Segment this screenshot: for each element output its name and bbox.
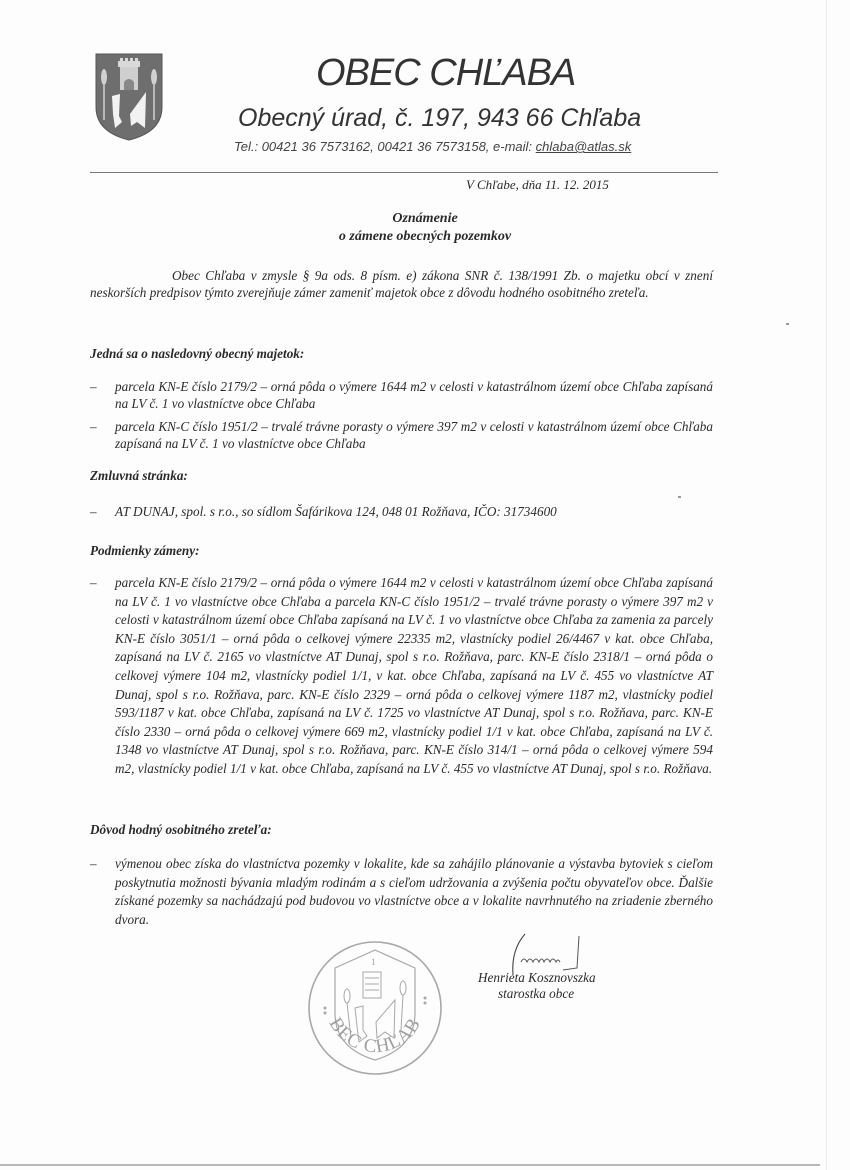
list-item-text: AT DUNAJ, spol. s r.o., so sídlom Šafárikova 124, 048 01 Rožňava, IČO: 31734600 — [115, 504, 557, 519]
coat-of-arms-icon — [94, 52, 164, 142]
list-item-text: parcela KN-C číslo 1951/2 – trvalé trávne porasty o výmere 397 m2 v celosti v katastrálnom území obce Chľaba zapísaná na LV č. 1 vo vlastníctve obce Chľaba — [115, 419, 713, 451]
section-heading-reason: Dôvod hodný osobitného zreteľa: — [90, 822, 272, 837]
svg-text:1: 1 — [371, 957, 376, 967]
bullet-dash: – — [90, 419, 97, 434]
page-edge — [826, 0, 827, 1170]
date-line: V Chľabe, dňa 11. 12. 2015 — [466, 177, 609, 192]
contact-line — [234, 139, 631, 154]
list-item — [90, 855, 713, 929]
section-heading-contract-party: Zmluvná stránka: — [90, 468, 188, 483]
list-item — [90, 574, 713, 779]
list-item — [90, 503, 713, 520]
list-item-text: parcela KN-E číslo 2179/2 – orná pôda o výmere 1644 m2 v celosti v katastrálnom území obce Chľaba zapísaná na LV č. 1 vo vlastníctve obce Chľaba a parcela KN-C číslo 1951/2 – trvalé trávne porasty o výmere 397 m2 v celosti v katastrálnom území obce Chľaba zapísaná na LV č. 1 vo vlastníctve obce Chľaba za zamenia za parcely KN-E číslo 3051/1 – orná pôda o celkovej výmere 22335 m2, vlastnícky podiel 26/4467 v kat. obce Chľaba, zapísaná na LV č. 2165 vo vlastníctve AT Dunaj, spol s r.o. Rožňava, parc. KN-E číslo 2318/1 – orná pôda o celkovej výmere 104 m2, vlastnícky podiel 1/1, v kat. obce Chľaba, zapísaná na LV č. 455 vo vlastníctve AT Dunaj, spol s r.o. Rožňava, parc. KN-E číslo 2329 – orná pôda o celkovej výmere 1187 m2, vlastnícky podiel 593/1187 v kat. obce Chľaba, zapísaná na LV č. 1725 vo vlastníctve AT Dunaj, spol s r.o. Rožňava, parc. KN-E číslo 2330 – orná pôda o celkovej výmere 669 m2, vlastnícky podiel 1/1 v kat. obce Chľaba, zapísaná na LV č. 1348 vo vlastníctve AT Dunaj, spol s r.o. Rožňava, parc. KN-E číslo 314/1 – orná pôda o celkovej výmere 594 m2, vlastnícky podiel 1/1 v kat. obce Chľaba, zapísaná na LV č. 455 vo vlastníctve AT Dunaj, spol s r.o. Rožňava. — [115, 575, 713, 776]
document-subtitle: o zámene obecných pozemkov — [338, 229, 512, 244]
list-item — [90, 418, 713, 452]
section-heading-exchange-conditions: Podmienky zámeny: — [90, 543, 200, 558]
header-divider — [90, 172, 718, 173]
scan-speck — [786, 323, 789, 325]
bullet-dash: – — [90, 856, 97, 871]
list-item-text: parcela KN-E číslo 2179/2 – orná pôda o výmere 1644 m2 v celosti v katastrálnom území obce Chľaba zapísaná na LV č. 1 vo vlastníctve obce Chľaba — [115, 379, 713, 411]
intro-paragraph: Obec Chľaba v zmysle § 9a ods. 8 písm. e) zákona SNR č. 138/1991 Zb. o majetku obcí v znení neskorších predpisov týmto zverejňuje zámer zameniť majetok obce z dôvodu hodného osobitného zreteľa. — [90, 268, 713, 300]
municipality-title: OBEC CHĽABA — [316, 52, 576, 94]
bullet-dash: – — [90, 575, 97, 590]
signer-name: Henrieta Kosznovszka — [478, 970, 596, 985]
office-address: Obecný úrad, č. 197, 943 66 Chľaba — [238, 104, 642, 132]
list-item-text: výmenou obec získa do vlastníctva pozemky v lokalite, kde sa zahájilo plánovanie a výstavba bytoviek s cieľom poskytnutia možnosti bývania mladým rodinám a s cieľom udržovania a zvýšenia počtu obyvateľov obce. Ďalšie získané pozemky sa nachádzajú pod budovou vo vlastníctve obce a v lokalite navrhnutého na zriadenie zberného dvora. — [115, 856, 713, 927]
stamp-text: BEC CHĽAB — [324, 1014, 426, 1058]
document-title: Oznámenie — [392, 211, 458, 226]
bullet-dash: – — [90, 504, 97, 519]
contact-phones: Tel.: 00421 36 7573162, 00421 36 7573158, e-mail: — [234, 139, 536, 154]
email-link[interactable]: chlaba@atlas.sk — [535, 139, 632, 154]
scan-speck — [678, 496, 681, 498]
list-item — [90, 378, 713, 412]
section-heading-property: Jedná sa o nasledovný obecný majetok: — [90, 346, 305, 361]
bullet-dash: – — [90, 379, 97, 394]
official-stamp-icon — [305, 938, 445, 1078]
page-edge — [0, 1164, 820, 1166]
signer-role: starostka obce — [498, 986, 575, 1001]
